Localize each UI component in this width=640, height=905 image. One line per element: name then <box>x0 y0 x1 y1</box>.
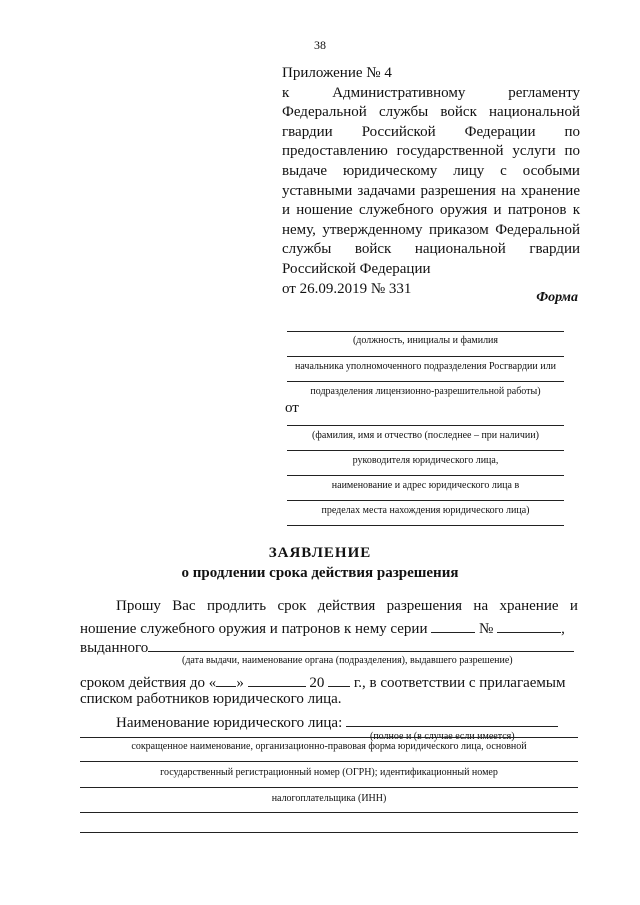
word: разрешения <box>420 182 496 199</box>
year-field[interactable] <box>328 672 350 687</box>
form-label: Форма <box>536 290 578 305</box>
word: Федеральной <box>495 221 580 238</box>
word: задачами <box>357 182 416 199</box>
body-text: выданного <box>80 640 149 656</box>
body-line: списком работников юридического лица. <box>80 691 342 707</box>
word: и <box>569 598 578 614</box>
legal-entity-name-field[interactable] <box>346 712 558 727</box>
addressee-caption: подразделения лицензионно-разрешительной работы) <box>310 386 541 397</box>
word: выдаче <box>282 162 328 179</box>
body-line <box>80 672 578 692</box>
body-line <box>80 618 578 638</box>
word: и <box>493 202 502 219</box>
word: государственной <box>396 143 504 160</box>
applicant-caption: руководителя юридического лица, <box>352 455 499 466</box>
word: службы <box>378 104 429 121</box>
word: оружия <box>439 202 488 219</box>
issued-caption: (дата выдачи, наименование органа (подразделения), выдавшего разрешение) <box>182 655 513 666</box>
page-number: 38 <box>314 38 326 52</box>
body-line <box>80 637 578 657</box>
applicant-caption: (фамилия, имя и отчество (последнее – при наличии) <box>312 430 539 441</box>
word: национальной <box>414 241 506 258</box>
word: к <box>282 84 290 101</box>
word: приказом <box>428 221 489 238</box>
body-line <box>116 598 578 615</box>
body-text: Наименование юридического лица: <box>116 715 343 731</box>
word: ношение <box>296 202 353 219</box>
word: услуги <box>512 143 556 160</box>
legal-entity-caption: (полное и (в случае если имеется) <box>370 731 515 742</box>
word: уставными <box>282 182 353 199</box>
body-text: г., в соответствии с прилагаемым <box>353 675 566 691</box>
word: срок <box>277 598 307 614</box>
body-text: , <box>561 621 565 637</box>
applicant-caption: наименование и адрес юридического лица в <box>331 480 520 491</box>
document-subtitle: о продлении срока действия разрешения <box>181 565 459 581</box>
word: Административному <box>332 84 466 101</box>
number-sign: № <box>479 621 494 637</box>
appendix-line: Российской Федерации <box>282 260 431 277</box>
word: продлить <box>206 598 267 614</box>
word: хранение <box>520 182 580 199</box>
word: утвержденному <box>322 221 423 238</box>
word: на <box>473 598 489 614</box>
word: действия <box>317 598 376 614</box>
word: патронов <box>507 202 567 219</box>
body-line <box>116 712 614 732</box>
applicant-caption: пределах места нахождения юридического лица) <box>321 505 530 516</box>
appendix-date: от 26.09.2019 № 331 <box>282 280 412 297</box>
application-body <box>80 0 578 905</box>
body-text: сроком действия до « <box>80 675 217 691</box>
appendix-title: Приложение № 4 <box>282 65 392 81</box>
word: Федерации <box>464 123 536 140</box>
word: к <box>572 202 580 219</box>
word: по <box>564 123 580 140</box>
body-text: » <box>236 675 244 691</box>
word: юридическому <box>342 162 438 179</box>
word: национальной <box>489 104 580 121</box>
word: гвардии <box>282 123 333 140</box>
document-title: ЗАЯВЛЕНИЕ <box>268 545 372 561</box>
year-prefix: 20 <box>309 675 325 691</box>
word: с <box>500 162 507 179</box>
month-field[interactable] <box>248 672 306 687</box>
issued-by-field[interactable] <box>148 637 574 652</box>
series-field[interactable] <box>431 618 475 633</box>
legal-entity-line <box>80 787 578 788</box>
legal-entity-caption: сокращенное наименование, организационно-правовая форма юридического лица, основной <box>131 741 527 752</box>
word: Прошу <box>116 598 161 614</box>
word: гвардии <box>529 241 580 258</box>
legal-entity-line <box>80 832 578 833</box>
word: войск <box>440 104 477 121</box>
permit-number-field[interactable] <box>497 618 561 633</box>
word: нему, <box>282 221 316 238</box>
body-text: ношение служебного оружия и патронов к нему серии <box>80 621 428 637</box>
word: регламенту <box>508 84 580 101</box>
word: разрешения <box>386 598 463 614</box>
word: Федеральной <box>282 104 367 121</box>
word: на <box>501 182 516 199</box>
word: предоставлению <box>282 143 388 160</box>
word: служебного <box>358 202 434 219</box>
word: лицу <box>453 162 485 179</box>
word: и <box>282 202 291 219</box>
word: особыми <box>522 162 580 179</box>
word: по <box>564 143 580 160</box>
legal-entity-line <box>80 812 578 813</box>
legal-entity-line <box>80 761 578 762</box>
word: хранение <box>499 598 559 614</box>
day-field[interactable] <box>216 672 236 687</box>
legal-entity-caption: налогоплательщика (ИНН) <box>271 793 387 804</box>
word: войск <box>354 241 392 258</box>
word: службы <box>282 241 332 258</box>
word: Российской <box>361 123 436 140</box>
word: Вас <box>172 598 196 614</box>
addressee-caption: начальника уполномоченного подразделения Росгвардии или <box>295 361 556 372</box>
addressee-caption: (должность, инициалы и фамилия <box>352 335 499 346</box>
legal-entity-line <box>80 737 578 738</box>
from-label: от <box>285 400 299 416</box>
legal-entity-caption: государственный регистрационный номер (ОГРН); идентификационный номер <box>160 767 498 778</box>
